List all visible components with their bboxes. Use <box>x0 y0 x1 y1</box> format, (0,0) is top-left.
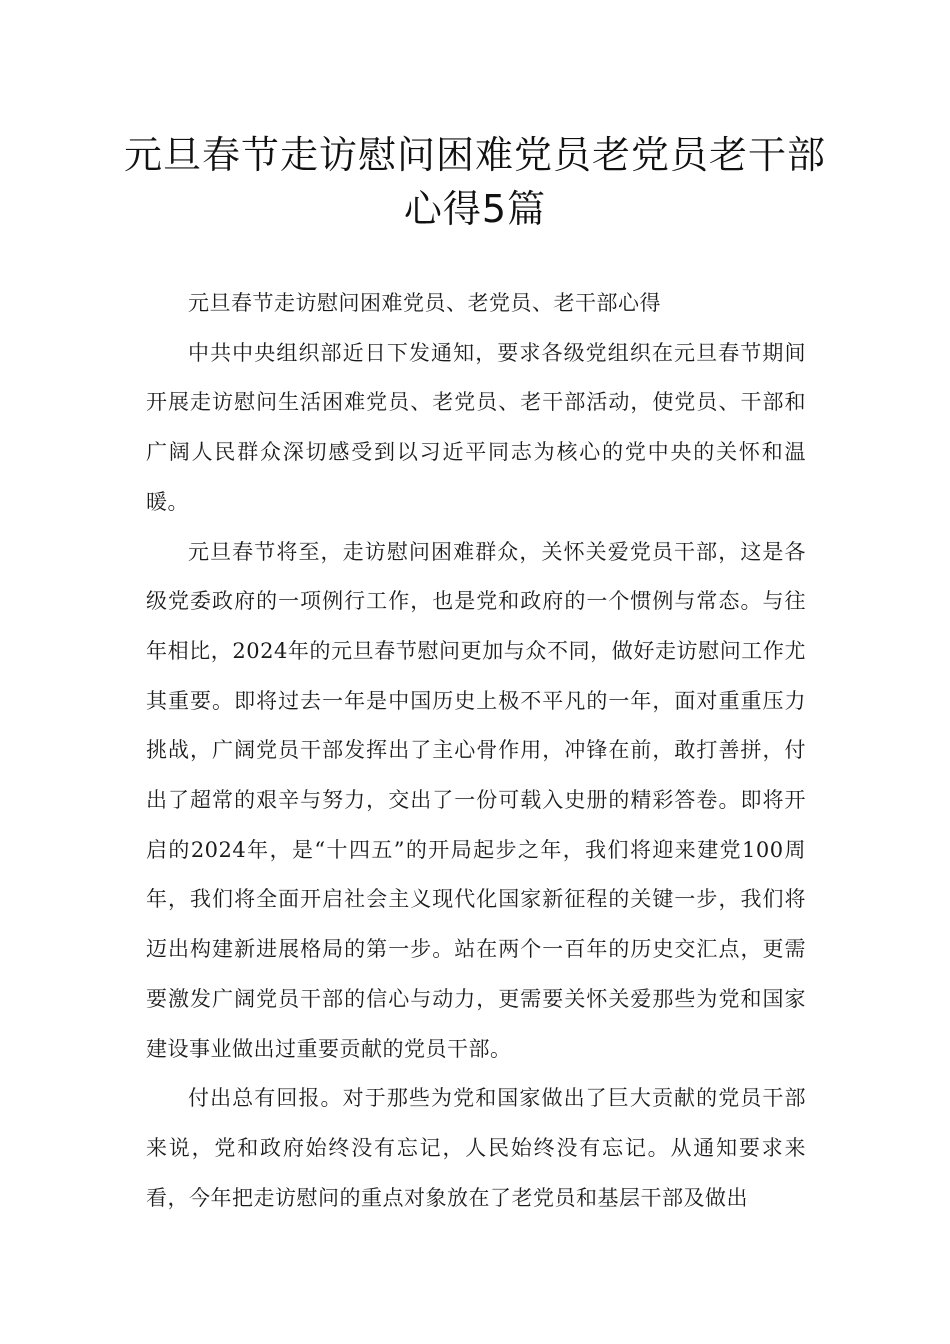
paragraph: 付出总有回报。对于那些为党和国家做出了巨大贡献的党员干部来说，党和政府始终没有忘记，人民始终没有忘记。从通知要求来看，今年把走访慰问的重点对象放在了老党员和基层干部及做出 <box>146 1086 806 1210</box>
document-subtitle: 元旦春节走访慰问困难党员、老党员、老干部心得 <box>188 291 661 315</box>
paragraph: 元旦春节将至，走访慰问困难群众，关怀关爱党员干部，这是各级党委政府的一项例行工作，也是党和政府的一个惯例与常态。与往年相比，2024年的元旦春节慰问更加与众不同，做好走访慰问工作尤其重要。即将过去一年是中国历史上极不平凡的一年，面对重重压力挑战，广阔党员干部发挥出了主心骨作用，冲锋在前，敢打善拼，付出了超常的艰辛与努力，交出了一份可载入史册的精彩答卷。即将开启的2024年，是“十四五”的开局起步之年，我们将迎来建党100周年，我们将全面开启社会主义现代化国家新征程的关键一步，我们将迈出构建新进展格局的第一步。站在两个一百年的历史交汇点，更需要激发广阔党员干部的信心与动力，更需要关怀关爱那些为党和国家建设事业做出过重要贡献的党员干部。 <box>146 539 806 1061</box>
paragraph: 中共中央组织部近日下发通知，要求各级党组织在元旦春节期间开展走访慰问生活困难党员、老党员、老干部活动，使党员、干部和广阔人民群众深切感受到以习近平同志为核心的党中央的关怀和温暖。 <box>146 340 806 514</box>
document-body <box>146 279 806 1223</box>
document-title: 元旦春节走访慰问困难党员老党员老干部心得5篇 <box>123 133 826 231</box>
